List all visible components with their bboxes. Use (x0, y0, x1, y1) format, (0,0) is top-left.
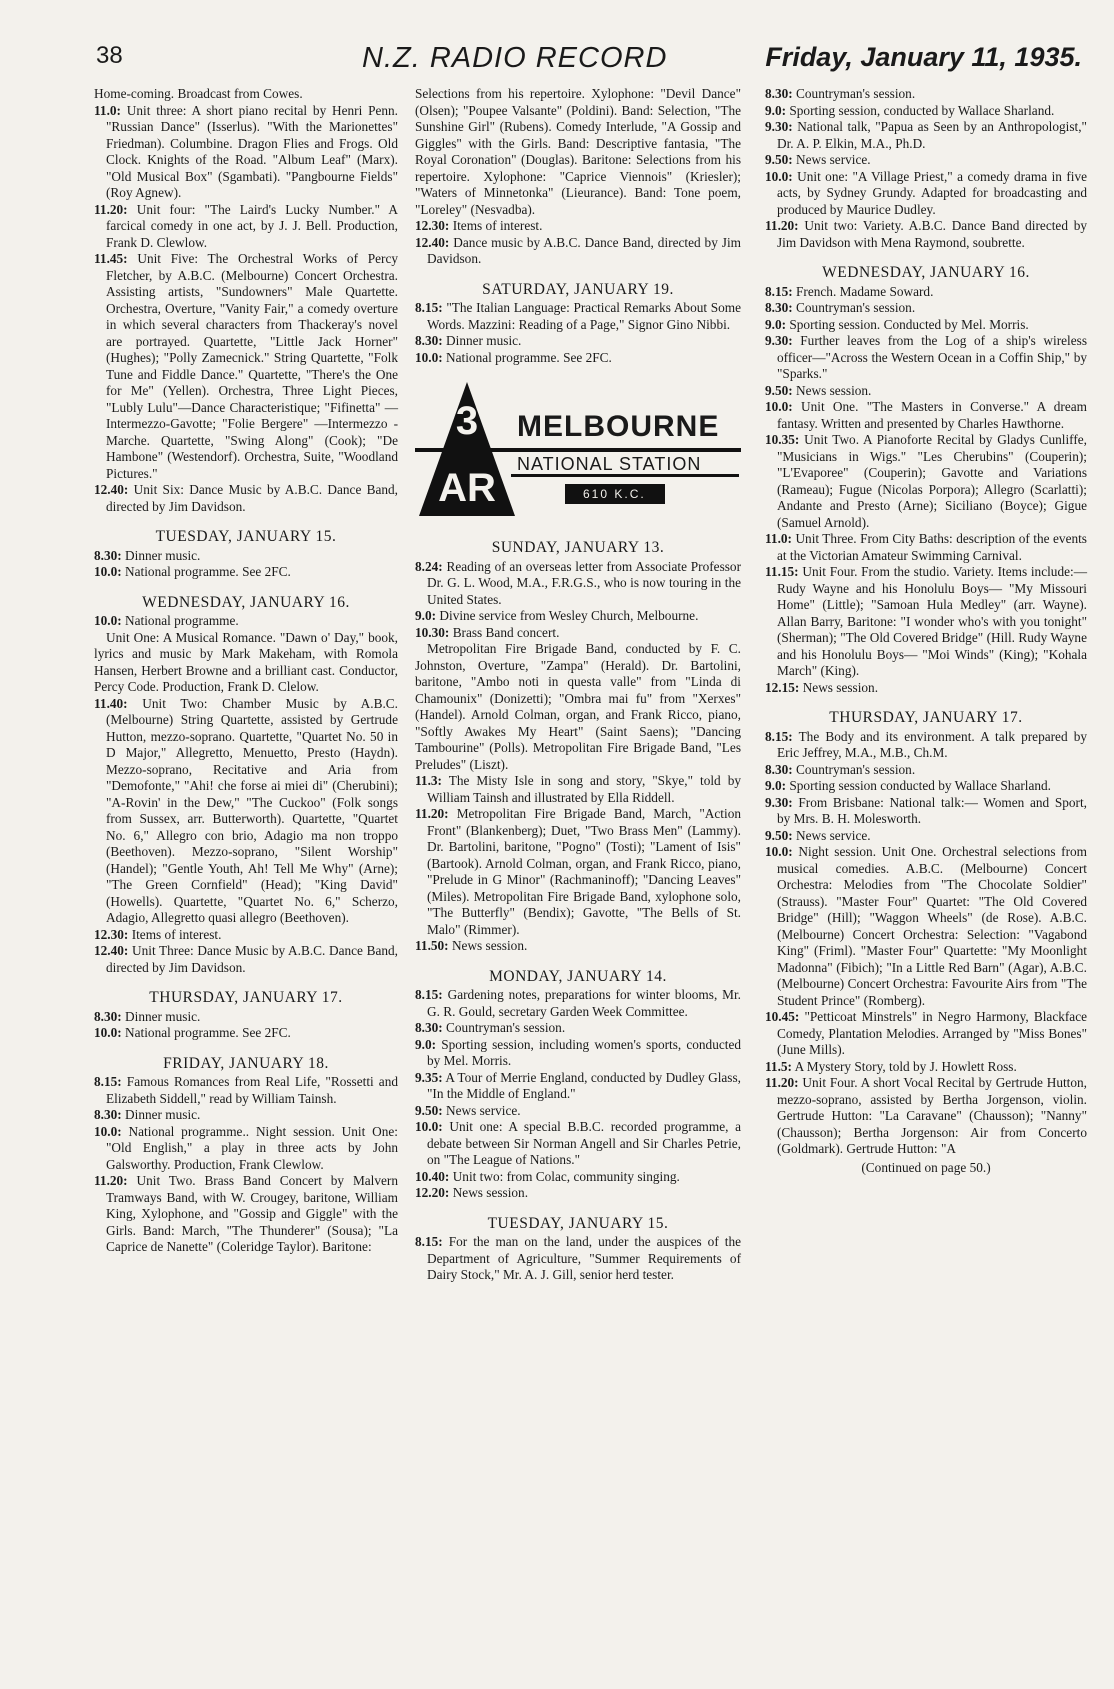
entry-time: 11.0: (765, 531, 792, 546)
issue-date: Friday, January 11, 1935. (765, 42, 1082, 72)
column-left (94, 86, 398, 1256)
programme-entry (94, 927, 398, 944)
programme-entry (94, 1124, 398, 1174)
entry-time: 10.0: (765, 844, 793, 859)
page-number: 38 (96, 42, 123, 69)
entry-text: Unit Four. From the studio. Variety. Items include:— Rudy Wayne and his Honolulu Boys— "My Missouri Home" (Little); "Samoan Hula Medley" (arr. Wayne). Allan Barry, Baritone: "I wonder who's with you tonight" (Sherman); "The Old Covered Bridge" (Hill. Rudy Wayne and his Honolulu Boys— "Moi Winds" (King); "Kohala March" (King). (777, 564, 1087, 678)
entry-time: 9.0: (765, 102, 787, 118)
programme-entry (415, 235, 741, 268)
entry-time: 8.15: (765, 283, 793, 299)
entry-text: Unit Three: Dance Music by A.B.C. Dance Band, directed by Jim Davidson. (106, 943, 398, 975)
programme-entry (765, 1009, 1087, 1059)
entry-text: National programme. See 2FC. (446, 349, 612, 365)
entry-text: Sporting session, conducted by Wallace Sharland. (789, 102, 1055, 118)
entry-list (94, 1009, 398, 1042)
entry-text: Countryman's session. (796, 300, 916, 315)
entry-text: "Petticoat Minstrels" in Negro Harmony, Blackface Comedy, Plantation Melodies. Arranged by "Miss Bones" (June Mills). (777, 1009, 1087, 1057)
programme-entry (765, 795, 1087, 828)
publication-title: N.Z. RADIO RECORD (362, 42, 668, 74)
entry-time: 8.30: (94, 1107, 122, 1122)
programme-entry (415, 625, 741, 642)
entry-text: News session. (452, 1185, 529, 1200)
entry-time: 10.45: (765, 1009, 800, 1024)
programme-entry (765, 399, 1087, 432)
programme-entry (765, 86, 1087, 103)
entry-text: Metropolitan Fire Brigade Band, March, "Action Front" (Blankenberg); Duet, "Two Brass Men" (Lammy). Dr. Bartolini, baritone, "Pogno" (Tosti); "Lament of Isis" (Bartook). Arnold Colman, organ, and Frank Ricco, piano, "Prelude in G Minor" (Rachmaninoff); "Dancing Leaves" (Miles). Metropolitan Fire Brigade Band, xylophone solo, "The Butterfly" (Bendix); Gavotte, "The Bells of St. Malo" (Rimmer). (427, 806, 741, 937)
entry-time: 9.0: (765, 778, 787, 793)
entry-time: 9.30: (765, 333, 793, 348)
entry-time: 8.15: (415, 300, 443, 315)
programme-entry (94, 548, 398, 565)
programme-entry (94, 1009, 398, 1026)
programme-entry (415, 350, 741, 367)
entry-text: A Tour of Merrie England, conducted by Dudley Glass, "In the Middle of England." (427, 1069, 741, 1101)
programme-entry (765, 103, 1087, 120)
programme-entry (415, 806, 741, 938)
station-name: MELBOURNE (517, 410, 720, 443)
entry-text: Dinner music. (446, 333, 522, 348)
entry-time: 10.0: (94, 1025, 122, 1040)
programme-entry (415, 559, 741, 609)
programme-entry (94, 1025, 398, 1042)
programme-entry (94, 696, 398, 927)
programme-entry (94, 1107, 398, 1124)
entry-text: French. Madame Soward. (796, 283, 934, 299)
entry-text: News session. (451, 938, 528, 953)
entry-text: Gardening notes, preparations for winter blooms, Mr. G. R. Gould, secretary Garden Week Committee. (427, 987, 741, 1019)
entry-time: 8.30: (415, 333, 443, 348)
entry-list (415, 773, 741, 955)
entry-time: 9.50: (765, 382, 793, 398)
programme-entry (765, 383, 1087, 400)
programme-entry (415, 300, 741, 333)
entry-text: Dance music by A.B.C. Dance Band, directed by Jim Davidson. (427, 234, 741, 266)
programme-entry (94, 251, 398, 482)
entry-time: 11.0: (94, 102, 121, 118)
column-right (765, 86, 1087, 1176)
entry-text: Unit one: A special B.B.C. recorded programme, a debate between Sir Norman Angell and Sir Charles Petrie, on "The League of Nations." (427, 1119, 741, 1167)
programme-entry (415, 1169, 741, 1186)
station-frequency: 610 K.C. (583, 487, 646, 501)
entry-time: 9.30: (765, 119, 793, 134)
entry-time: 12.40: (94, 943, 129, 958)
entry-time: 10.0: (415, 349, 443, 365)
entry-text: Unit Six: Dance Music by A.B.C. Dance Band, directed by Jim Davidson. (106, 482, 399, 514)
programme-entry (415, 218, 741, 235)
programme-paragraph: Selections from his repertoire. Xylophone: "Devil Dance" (Olsen); "Poupee Valsante" (Poldini). Band: Selection, "The Sunshine Girl" (Rubens). Comedy Interlude, "A Gossip and Giggles" with the Girls. Band: Descriptive fantasia, "The Royal Coronation" (Douglas). Baritone: Selections from his repertoire. Xylophone: "Caprice Viennois" (Kriesler); "Waters of Minnetonka" (Lieurance). Band: Tone poem, "Loreley" (Nesvadba). (415, 86, 741, 217)
programme-entry (765, 828, 1087, 845)
entry-list (94, 696, 398, 977)
entry-text: Unit Two: Chamber Music by A.B.C. (Melbourne) String Quartette, assisted by Gertrude Hutton, mezzo-soprano. Quartette, "Quartet No. 50 in D Major," Allegretto, Menuetto, Presto (Haydn). Mezzo-soprano, Recitative and Aria from "Demofonte," "Ahi! che forse ai miei di" (Cherubini); "A-Rovin' in the Dew," "The Cuckoo" (Folk songs from Sussex, arr. Butterworth). Quartette, "Quartet No. 6," Allegro con brio, Adagio ma non troppo (Beethoven). Mezzo-soprano, "Silent Worship" (Handel); "Gentle Youth, Ah! Tell Me Why" (Arne); "The Green Cornfield" (Head); "King David" (Howells). Quartette, "Quartet No. 6," Scherzo, Adagio, Allegretto quasi allegro (Beethoven). (106, 695, 398, 925)
entry-time: 10.0: (94, 1123, 122, 1139)
entry-list (415, 987, 741, 1202)
entry-time: 9.30: (765, 794, 793, 810)
entry-text: The Body and its environment. A talk prepared by Eric Jeffrey, M.A., M.B., Ch.M. (777, 728, 1087, 760)
day-heading: FRIDAY, JANUARY 18. (163, 1054, 329, 1072)
station-logo (415, 376, 741, 526)
entry-list (94, 86, 398, 515)
continued-note: (Continued on page 50.) (861, 1159, 991, 1175)
entry-time: 10.0: (415, 1119, 443, 1134)
entry-time: 9.0: (765, 316, 787, 332)
entry-time: 11.45: (94, 251, 128, 266)
entry-text: Sporting session. Conducted by Mel. Morris. (789, 316, 1029, 332)
entry-time: 11.40: (94, 695, 128, 711)
entry-time: 12.40: (94, 482, 129, 497)
programme-entry (765, 152, 1087, 169)
programme-paragraph: Metropolitan Fire Brigade Band, conducted by F. C. Johnston, Overture, "Zampa" (Herald). Dr. Bartolini, baritone, "Ambo noti in questa valle" from "Linda di Chamounix" (Donizetti); "Ombra mai fu" from "Xerxes" (Handel). Arnold Colman, organ, and Frank Ricco, piano, "Softly Awakes My Heart" (Saint Saens); "Dancing Tambourine" (Polls). Metropolitan Fire Brigade Band, "Les Preludes" (Liszt). (415, 641, 741, 772)
entry-time: 12.40: (415, 234, 450, 250)
entry-time: 12.30: (94, 926, 129, 942)
programme-entry (765, 531, 1087, 564)
entry-text: National talk, "Papua as Seen by an Anthropologist," Dr. A. P. Elkin, M.A., Ph.D. (777, 119, 1087, 151)
entry-time: 8.15: (94, 1074, 122, 1089)
programme-entry (94, 943, 398, 976)
entry-text: Countryman's session. (446, 1020, 566, 1035)
programme-entry (94, 613, 398, 630)
programme-entry (94, 202, 398, 252)
entry-text: News service. (796, 152, 871, 167)
day-heading: SATURDAY, JANUARY 19. (482, 280, 674, 298)
entry-time: 8.30: (765, 300, 793, 315)
entry-text: Unit Four. A short Vocal Recital by Gertrude Hutton, mezzo-soprano, assisted by Bertha Jorgenson, violin. Gertrude Hutton: "La Caravane" (Chausson); "Nanny" (Chausson); Bertha Jorgenson: Air from Concerto (Goldmark). Gertrude Hutton: "A (777, 1075, 1087, 1156)
entry-text: From Brisbane: National talk:— Women and Sport, by Mrs. B. H. Molesworth. (777, 794, 1087, 826)
entry-list (94, 1074, 398, 1256)
entry-time: 8.15: (415, 987, 443, 1002)
entry-text: Further leaves from the Log of a ship's wireless officer—"Across the Western Ocean in a Coffin Ship," by "Sparks." (777, 333, 1087, 381)
entry-text: Unit two: Variety. A.B.C. Dance Band directed by Jim Davidson with Mena Raymond, soubrette. (777, 218, 1087, 250)
programme-entry (415, 773, 741, 806)
entry-list (415, 1234, 741, 1284)
entry-time: 11.20: (415, 806, 449, 821)
entry-list (415, 559, 741, 642)
station-subtitle: NATIONAL STATION (517, 454, 702, 474)
entry-time: 11.5: (765, 1058, 792, 1074)
entry-text: News session. (802, 679, 879, 695)
programme-entry (415, 1119, 741, 1169)
entry-list (765, 86, 1087, 251)
programme-entry (415, 1037, 741, 1070)
logo-number: 3 (455, 399, 479, 443)
entry-list (415, 300, 741, 366)
entry-text: Dinner music. (125, 547, 201, 563)
station-logo-graphic (415, 376, 741, 526)
programme-entry (415, 1020, 741, 1037)
entry-list (765, 284, 1087, 697)
entry-text: News session. (796, 382, 872, 398)
programme-entry (765, 762, 1087, 779)
day-heading: MONDAY, JANUARY 14. (489, 967, 667, 985)
entry-time: 10.0: (765, 168, 793, 184)
page-header (0, 34, 1114, 80)
programme-entry (94, 103, 398, 202)
entry-time: 8.30: (415, 1020, 443, 1035)
entry-text: Countryman's session. (796, 761, 916, 777)
programme-entry (765, 729, 1087, 762)
logo-rule (511, 474, 739, 477)
entry-text: National programme. See 2FC. (125, 1025, 291, 1040)
entry-text: News service. (446, 1102, 521, 1118)
programme-entry (415, 1234, 741, 1284)
entry-time: 10.0: (765, 399, 793, 414)
entry-time: 8.15: (415, 1234, 443, 1249)
programme-entry (415, 987, 741, 1020)
entry-time: 12.15: (765, 679, 800, 695)
programme-entry (765, 564, 1087, 680)
programme-entry (415, 1070, 741, 1103)
entry-time: 9.50: (415, 1102, 443, 1118)
entry-text: "The Italian Language: Practical Remarks About Some Words. Mazzini: Reading of a Page," Signor Gino Nibbi. (427, 300, 742, 332)
entry-text: Reading of an overseas letter from Associate Professor Dr. G. L. Wood, M.A., F.R.G.S., who is now touring in the United States. (427, 558, 741, 607)
entry-text: Dinner music. (125, 1008, 201, 1024)
entry-time: 10.0: (94, 564, 122, 579)
programme-entry (415, 938, 741, 955)
entry-time: 11.20: (765, 1075, 799, 1090)
programme-entry (765, 119, 1087, 152)
programme-entry (765, 333, 1087, 383)
programme-entry (765, 218, 1087, 251)
entry-text: Unit Three. From City Baths: description of the events at the Victorian Amateur Swimming Carnival. (777, 531, 1087, 563)
day-heading: WEDNESDAY, JANUARY 16. (822, 264, 1030, 281)
entry-time: 10.35: (765, 432, 800, 447)
entry-list (765, 729, 1087, 1158)
programme-entry (765, 432, 1087, 531)
programme-entry (94, 564, 398, 581)
entry-text: Unit four: "The Laird's Lucky Number." A farcical comedy in one act, by J. J. Bell. Production, Frank D. Clewlow. (106, 201, 399, 250)
programme-entry (765, 778, 1087, 795)
entry-time: 8.30: (94, 1008, 122, 1024)
entry-text: Unit One. "The Masters in Converse." A dream fantasy. Written and presented by Charles Hawthorne. (777, 399, 1087, 431)
entry-time: 11.50: (415, 938, 449, 953)
logo-letters: AR (438, 466, 496, 510)
entry-time: 10.0: (94, 613, 122, 628)
day-heading: TUESDAY, JANUARY 15. (487, 1214, 669, 1232)
entry-text: Divine service from Wesley Church, Melbourne. (439, 608, 699, 623)
entry-text: Unit Five: The Orchestral Works of Percy Fletcher, by A.B.C. (Melbourne) Concert Orchestra. Assisting artists, "Sundowners" Male Quartette. Orchestra, Overture, "Vanity Fair," a comedy overture in which several characters from Thackeray's novel are portrayed. Quartette, "Little Jack Horner" (Hughes); "Polly Zamecnick." String Quartette, "Folk Tune and Fiddle Dance." Quartette, "There's the One for Me" (Yellen). Orchestra, Three Light Pieces, "Lubly Lulu"—Dance Characteristique; "Fifinetta" —Intermezzo-Gavotte; "Folie Bergere" —Intermezzo - Marche. Quartette, "Swing Along" (Cook); "De Hambone" (Westendorf). Orchestra, Suite, "Woodland Pictures." (106, 251, 398, 481)
entry-time: 11.20: (765, 218, 799, 233)
entry-text: Home-coming. Broadcast from Cowes. (94, 86, 303, 101)
programme-entry (94, 86, 398, 103)
entry-text: Countryman's session. (796, 86, 916, 101)
entry-time: 8.24: (415, 558, 443, 574)
entry-text: Brass Band concert. (452, 624, 560, 640)
programme-entry (765, 1059, 1087, 1076)
programme-entry (765, 317, 1087, 334)
programme-entry (415, 608, 741, 625)
programme-entry (415, 1103, 741, 1120)
entry-time: 11.20: (94, 1173, 128, 1188)
entry-text: Unit two: from Colac, community singing. (452, 1168, 680, 1184)
entry-text: For the man on the land, under the auspices of the Department of Agriculture, "Summer Requirements of Dairy Stock," Mr. A. J. Gill, senior herd tester. (427, 1234, 742, 1282)
programme-entry (765, 300, 1087, 317)
logo-rule (415, 448, 741, 452)
entry-time: 12.20: (415, 1185, 450, 1200)
entry-text: Famous Romances from Real Life, "Rossetti and Elizabeth Siddell," read by William Tainsh. (106, 1074, 398, 1106)
entry-time: 12.30: (415, 218, 450, 233)
entry-text: Items of interest. (452, 218, 543, 233)
entry-time: 8.30: (765, 761, 793, 777)
programme-entry (94, 1074, 398, 1107)
programme-paragraph: Unit One: A Musical Romance. "Dawn o' Day," book, lyrics and music by Mark Makeham, with Romola Hansen, Herbert Browne and a brilliant cast. Conductor, Percy Code. Production, Frank D. Clelow. (94, 629, 398, 694)
entry-text: Sporting session, including women's sports, conducted by Mel. Morris. (427, 1036, 742, 1068)
entry-text: Unit one: "A Village Priest," a comedy drama in five acts, by Sydney Grundy. Adapted for broadcasting and produced by Maurice Dudley. (777, 168, 1088, 217)
programme-entry (94, 1173, 398, 1256)
entry-time: 8.15: (765, 728, 793, 744)
entry-text: National programme. (125, 613, 239, 628)
entry-text: Unit Two. A Pianoforte Recital by Gladys Cunliffe, "Musicians in Wigs." "Les Cherubins" (Couperin); "L'Evaporee" (Couperin); Gavotte and Variations (Rameau); Fugue (Nicolas Porpora); Allegro (Scarlatti); Andante and Presto (Arne); Siciliano (Boyce); Gigue (Samuel Arnold). (777, 432, 1088, 530)
programme-entry (765, 1075, 1087, 1158)
day-heading: THURSDAY, JANUARY 17. (149, 989, 343, 1006)
entry-time: 8.30: (765, 86, 793, 101)
entry-time: 9.35: (415, 1069, 443, 1085)
programme-entry (94, 482, 398, 515)
entry-text: Dinner music. (125, 1107, 201, 1122)
entry-text: The Misty Isle in song and story, "Skye," told by William Tainsh and illustrated by Ella Riddell. (427, 773, 741, 805)
day-heading: THURSDAY, JANUARY 17. (829, 709, 1023, 726)
entry-text: National programme.. Night session. Unit One: "Old English," a play in three acts by John Galsworthy. Production, Frank Clewlow. (106, 1123, 398, 1172)
entry-time: 11.20: (94, 201, 128, 217)
entry-time: 8.30: (94, 547, 122, 563)
entry-text: Sporting session conducted by Wallace Sharland. (789, 778, 1052, 793)
entry-list (415, 218, 741, 268)
day-heading: TUESDAY, JANUARY 15. (155, 528, 337, 545)
entry-time: 9.50: (765, 827, 793, 843)
entry-text: Unit Two. Brass Band Concert by Malvern Tramways Band, with W. Crougey, baritone, William King, Xylophone, and "Gossip and Giggle" with the Girls. Band: March, "The Thunderer" (Sousa); "La Caprice de Nanette" (Coleridge Taylor). Baritone: (106, 1173, 399, 1254)
entry-time: 11.3: (415, 773, 442, 788)
day-heading: WEDNESDAY, JANUARY 16. (142, 593, 350, 611)
entry-time: 11.15: (765, 564, 799, 579)
entry-text: National programme. See 2FC. (125, 564, 291, 579)
programme-entry (415, 1185, 741, 1202)
entry-text: A Mystery Story, told by J. Howlett Ross. (794, 1058, 1017, 1074)
entry-time: 9.0: (415, 608, 437, 623)
entry-time: 10.30: (415, 624, 450, 640)
programme-entry (415, 333, 741, 350)
entry-list (94, 548, 398, 581)
entry-time: 9.50: (765, 152, 793, 167)
programme-entry (765, 680, 1087, 697)
entry-time: 10.40: (415, 1168, 450, 1184)
entry-time: 9.0: (415, 1036, 437, 1052)
programme-entry (765, 844, 1087, 1009)
entry-text: News service. (796, 827, 871, 843)
column-middle (415, 86, 741, 1284)
entry-text: Night session. Unit One. Orchestral selections from musical comedies. A.B.C. (Melbourne) Concert Orchestra: Melodies from "The Chocolate Soldier" (Strauss). "Master Four" Quartet: "The Old Covered Bridge" (Hill); "Waggon Wheels" (de Rose). A.B.C. (Melbourne) Concert Orchestra: Selection: "Vagabond King" (Friml). "Master Four" Quartette: "My Moonlight Madonna" (Fibich); "In a Little Red Barn" (Agar), A.B.C. (Melbourne) Concert Orchestra: Favourite Airs from "The Student Prince" (Romberg). (777, 844, 1088, 1008)
day-heading: SUNDAY, JANUARY 13. (491, 539, 665, 556)
entry-text: Items of interest. (131, 926, 222, 942)
programme-entry (765, 169, 1087, 219)
programme-entry (765, 284, 1087, 301)
entry-text: Unit three: A short piano recital by Henri Penn. "Russian Dance" (Isserlus). "With the Marionettes" Friedman). Columbine. Dragon Flies and Frogs. Old Clock. Knights of the Road. "Album Leaf" (Marx). "Old Musical Box" (Sgambati). "Pangbourne Fields" (Roy Agnew). (106, 102, 398, 200)
